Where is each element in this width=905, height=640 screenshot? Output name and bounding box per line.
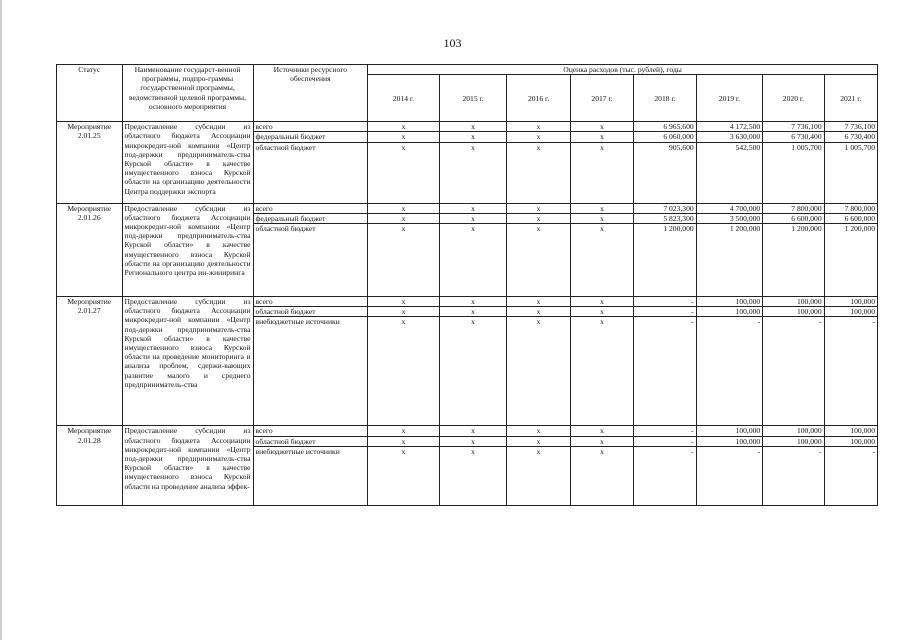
value-cell: x	[439, 132, 507, 142]
value-cell: x	[439, 122, 507, 132]
table-row	[57, 203, 878, 213]
measure-status: Мероприятие 2.01.28	[57, 426, 123, 505]
source-cell: всего	[253, 203, 368, 213]
measure-name: Предоставление субсидии из областного бюджета Ассоциации микрокредит-ной компании «Центр под-держки предприниматель-ства Курской области» в качестве имущественного взноса Курской области на организацию деятельности Центра поддержки экспорта	[122, 122, 253, 203]
value-cell: x	[570, 446, 633, 505]
value-cell: x	[368, 224, 440, 297]
value-cell: x	[507, 297, 570, 307]
value-cell: x	[507, 213, 570, 223]
source-cell: областной бюджет	[253, 436, 368, 446]
value-cell: x	[368, 203, 440, 213]
source-cell: внебюджетные источники	[253, 446, 368, 505]
table-header	[57, 65, 878, 122]
value-cell: x	[570, 317, 633, 426]
value-cell: -	[696, 317, 763, 426]
value-cell: x	[439, 317, 507, 426]
header-sources: Источники ресурсного обеспечения	[253, 65, 368, 122]
value-cell: 1 005,700	[824, 142, 877, 203]
value-cell: x	[368, 446, 440, 505]
source-cell: внебюджетные источники	[253, 317, 368, 426]
source-cell: областной бюджет	[253, 307, 368, 317]
value-cell: x	[570, 213, 633, 223]
budget-table	[56, 64, 878, 506]
value-cell: x	[439, 426, 507, 436]
value-cell: x	[570, 132, 633, 142]
value-cell: 100,000	[824, 426, 877, 436]
value-cell: x	[439, 213, 507, 223]
value-cell: 4 172,500	[696, 122, 763, 132]
source-cell: областной бюджет	[253, 224, 368, 297]
page-number: 103	[443, 36, 462, 50]
value-cell: 100,000	[696, 426, 763, 436]
value-cell: -	[634, 446, 696, 505]
table-row	[57, 297, 878, 307]
value-cell: x	[507, 426, 570, 436]
value-cell: x	[439, 436, 507, 446]
value-cell: x	[507, 203, 570, 213]
value-cell: x	[368, 122, 440, 132]
value-cell: 6 730,400	[824, 132, 877, 142]
header-year: 2021 г.	[824, 75, 877, 122]
value-cell: 100,000	[763, 436, 824, 446]
value-cell: x	[368, 132, 440, 142]
header-year: 2015 г.	[439, 75, 507, 122]
value-cell: x	[439, 307, 507, 317]
value-cell: x	[368, 317, 440, 426]
value-cell: -	[824, 317, 877, 426]
value-cell: x	[570, 426, 633, 436]
value-cell: x	[439, 142, 507, 203]
source-cell: областной бюджет	[253, 142, 368, 203]
source-cell: всего	[253, 426, 368, 436]
value-cell: x	[439, 203, 507, 213]
source-cell: всего	[253, 122, 368, 132]
value-cell: 100,000	[696, 307, 763, 317]
measure-status: Мероприятие 2.01.26	[57, 203, 123, 296]
table-row	[57, 122, 878, 132]
value-cell: 542,500	[696, 142, 763, 203]
value-cell: -	[634, 436, 696, 446]
measure-status: Мероприятие 2.01.25	[57, 122, 123, 203]
value-cell: 1 200,000	[696, 224, 763, 297]
value-cell: x	[439, 446, 507, 505]
value-cell: 7 023,300	[634, 203, 696, 213]
source-cell: федеральный бюджет	[253, 132, 368, 142]
value-cell: 905,600	[634, 142, 696, 203]
value-cell: x	[368, 213, 440, 223]
value-cell: 6 060,000	[634, 132, 696, 142]
value-cell: x	[570, 203, 633, 213]
value-cell: x	[507, 224, 570, 297]
value-cell: -	[763, 317, 824, 426]
value-cell: x	[570, 122, 633, 132]
table-row	[57, 426, 878, 436]
value-cell: x	[368, 426, 440, 436]
value-cell: -	[634, 297, 696, 307]
value-cell: 1 200,000	[763, 224, 824, 297]
header-name: Наименование государст-венной программы, подпро-граммы государственной программы, ведомственной целевой программы, основного мероприятия	[122, 65, 253, 122]
value-cell: 100,000	[696, 297, 763, 307]
measure-status: Мероприятие 2.01.27	[57, 297, 123, 426]
value-cell: -	[634, 426, 696, 436]
value-cell: 1 200,000	[634, 224, 696, 297]
source-cell: всего	[253, 297, 368, 307]
header-year: 2014 г.	[368, 75, 440, 122]
value-cell: x	[570, 142, 633, 203]
value-cell: 3 630,000	[696, 132, 763, 142]
header-year: 2018 г.	[634, 75, 696, 122]
value-cell: x	[570, 224, 633, 297]
value-cell: -	[634, 307, 696, 317]
value-cell: 1 005,700	[763, 142, 824, 203]
value-cell: x	[368, 297, 440, 307]
value-cell: x	[368, 436, 440, 446]
value-cell: x	[570, 297, 633, 307]
measure-name: Предоставление субсидии из областного бюджета Ассоциации микрокредит-ной компании «Центр под-держки предприниматель-ства Курской области» в качестве имущественного взноса Курской области на проведение анализа эффек-	[122, 426, 253, 505]
value-cell: x	[507, 317, 570, 426]
header-year: 2019 г.	[696, 75, 763, 122]
value-cell: 1 200,000	[824, 224, 877, 297]
value-cell: -	[824, 446, 877, 505]
measure-name: Предоставление субсидии из областного бюджета Ассоциации микрокредит-ной компании «Центр под-держки предприниматель-ства Курской области» в качестве имущественного взноса Курской области на организацию деятельности Регионального центра ин-жиниринга	[122, 203, 253, 296]
value-cell: -	[696, 446, 763, 505]
value-cell: 100,000	[763, 307, 824, 317]
value-cell: x	[439, 224, 507, 297]
header-status: Статус	[57, 65, 123, 122]
value-cell: -	[763, 446, 824, 505]
value-cell: 100,000	[763, 426, 824, 436]
value-cell: 100,000	[696, 436, 763, 446]
value-cell: x	[507, 122, 570, 132]
value-cell: x	[570, 436, 633, 446]
value-cell: x	[507, 307, 570, 317]
value-cell: 7 800,000	[824, 203, 877, 213]
value-cell: 6 600,000	[824, 213, 877, 223]
value-cell: 6 600,000	[763, 213, 824, 223]
value-cell: x	[368, 142, 440, 203]
value-cell: x	[570, 307, 633, 317]
value-cell: 7 736,100	[824, 122, 877, 132]
value-cell: 7 736,100	[763, 122, 824, 132]
value-cell: x	[368, 307, 440, 317]
value-cell: 3 500,000	[696, 213, 763, 223]
value-cell: x	[507, 142, 570, 203]
source-cell: федеральный бюджет	[253, 213, 368, 223]
value-cell: -	[634, 317, 696, 426]
value-cell: 4 700,000	[696, 203, 763, 213]
value-cell: x	[439, 297, 507, 307]
header-year: 2020 г.	[763, 75, 824, 122]
value-cell: x	[507, 446, 570, 505]
value-cell: 7 800,000	[763, 203, 824, 213]
header-estimate: Оценка расходов (тыс. рублей), годы	[368, 65, 878, 75]
table-body	[57, 122, 878, 506]
value-cell: 100,000	[763, 297, 824, 307]
value-cell: 100,000	[824, 297, 877, 307]
value-cell: x	[507, 132, 570, 142]
value-cell: 6 965,600	[634, 122, 696, 132]
header-year: 2017 г.	[570, 75, 633, 122]
value-cell: 6 730,400	[763, 132, 824, 142]
value-cell: 5 823,300	[634, 213, 696, 223]
measure-name: Предоставление субсидии из областного бюджета Ассоциации микрокредит-ной компании «Центр под-держки предприниматель-ства Курской области» в качестве имущественного взноса Курской области на проведение мониторинга и анализа проблем, сдержи-вающих развитие малого и среднего предприниматель-ства	[122, 297, 253, 426]
page-left-edge	[0, 0, 2, 640]
value-cell: x	[507, 436, 570, 446]
value-cell: 100,000	[824, 436, 877, 446]
header-year: 2016 г.	[507, 75, 570, 122]
value-cell: 100,000	[824, 307, 877, 317]
